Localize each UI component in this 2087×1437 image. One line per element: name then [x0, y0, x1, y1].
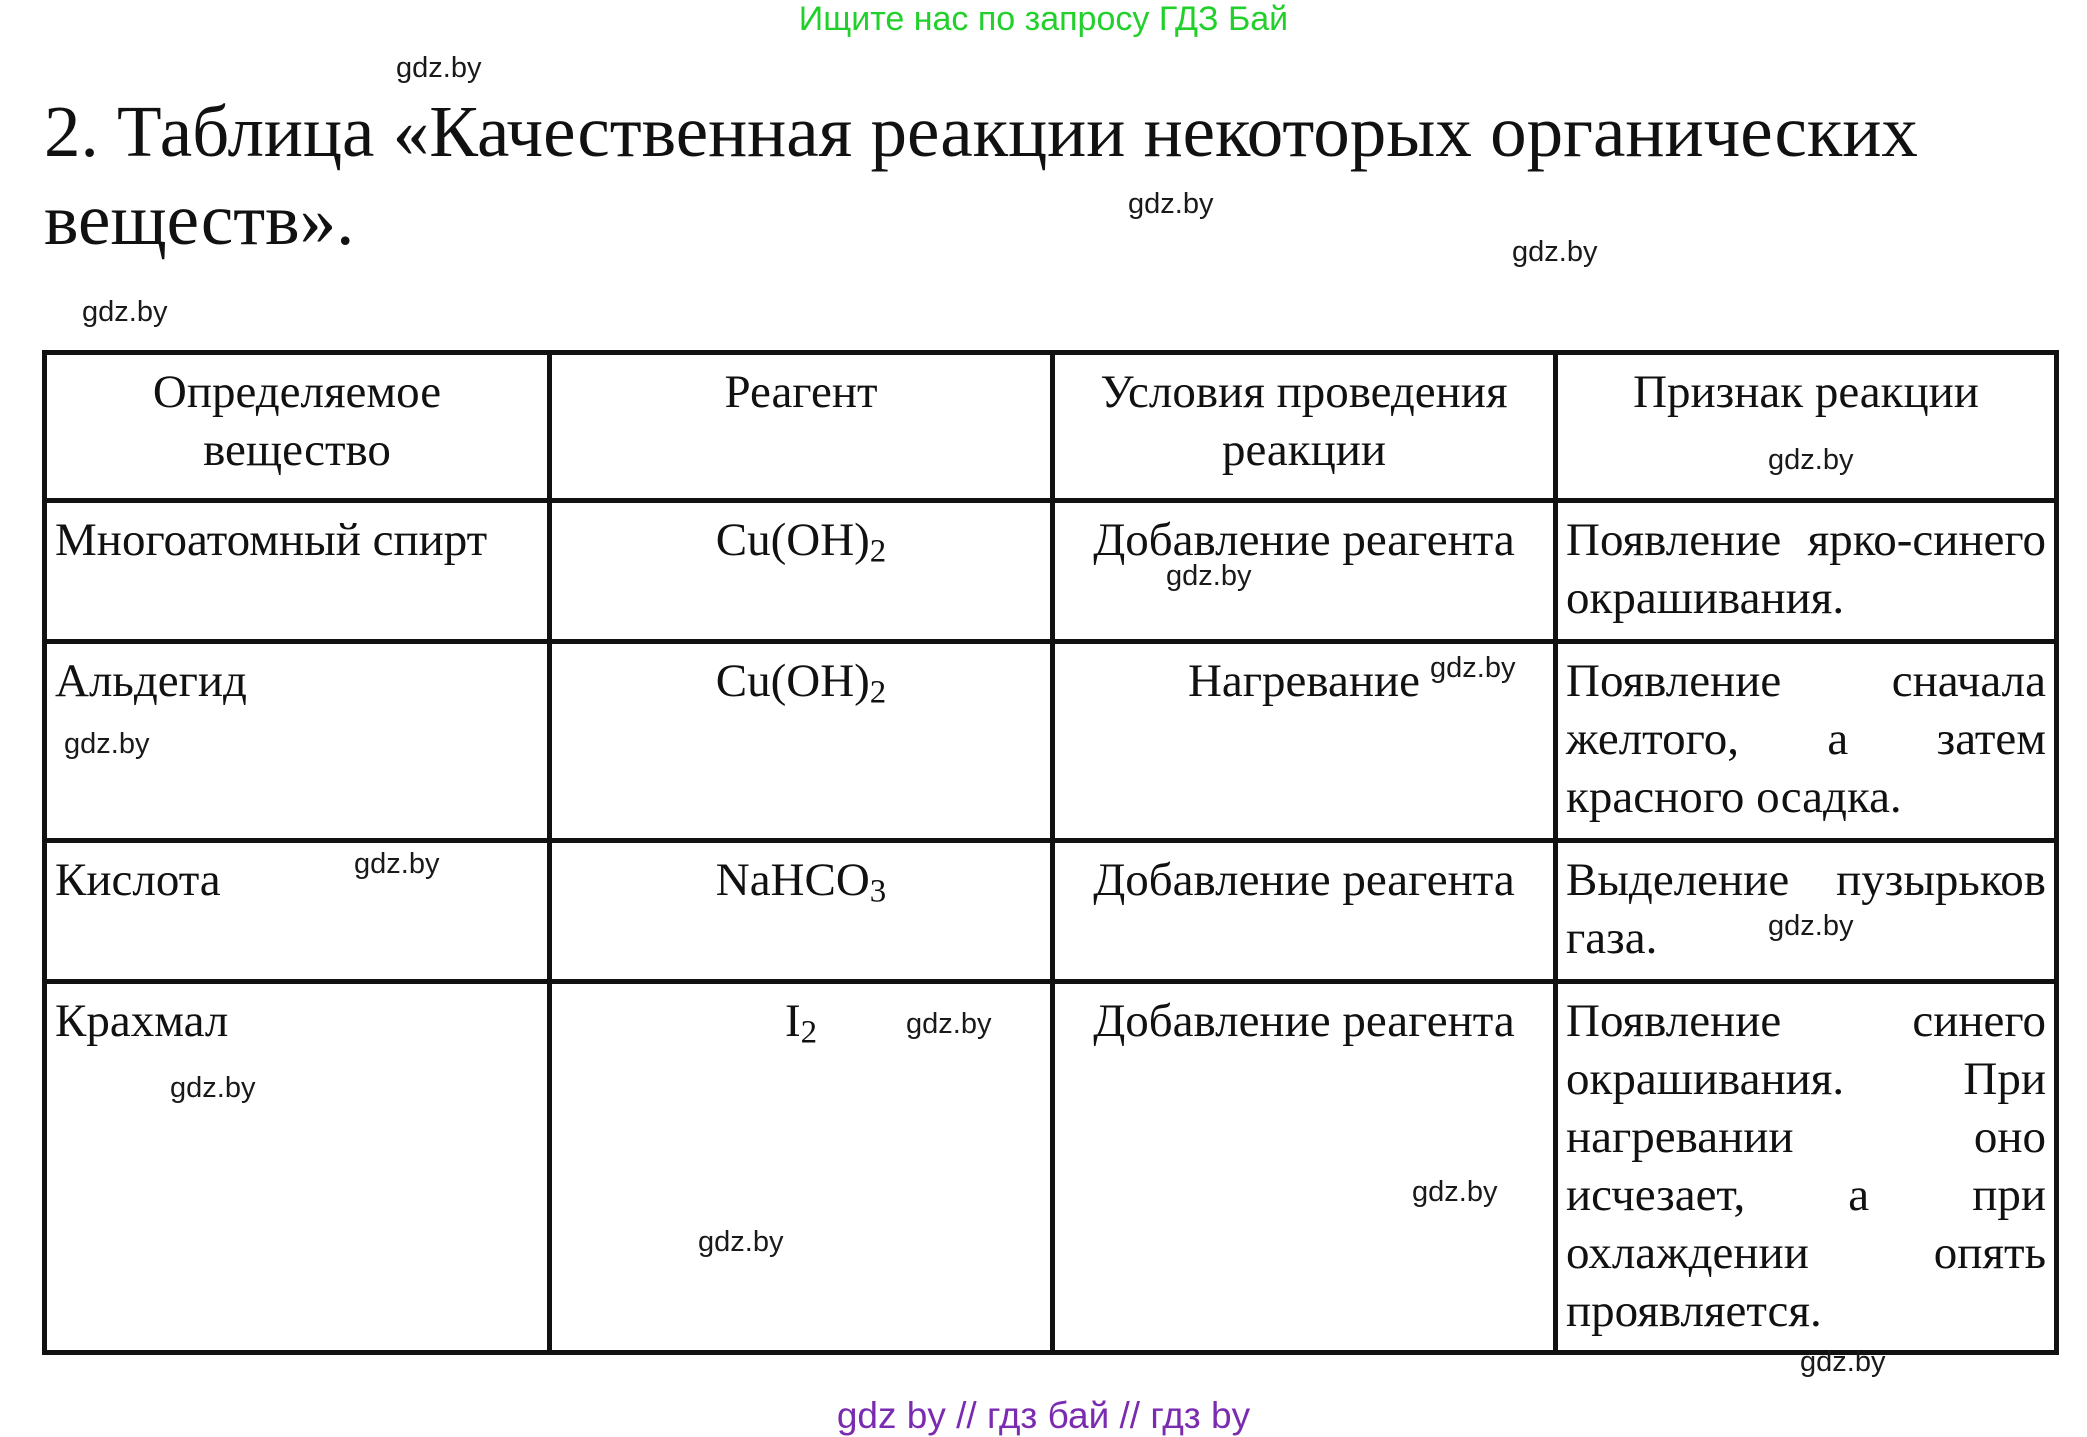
- watermark: gdz.by: [906, 1008, 992, 1040]
- watermark: gdz.by: [1430, 652, 1516, 684]
- reactions-table: [42, 350, 2059, 1355]
- reagent-subscript: 2: [800, 1014, 818, 1051]
- header-conditions: Условия проведения реакции: [1053, 353, 1556, 501]
- watermark: gdz.by: [1128, 188, 1214, 220]
- table-row: [45, 841, 2057, 982]
- table-row: [45, 982, 2057, 1353]
- table-row: [45, 501, 2057, 642]
- table-header-row: [45, 353, 2057, 501]
- watermark: gdz.by: [82, 296, 168, 328]
- conditions-cell: Добавление реагента: [1053, 841, 1556, 982]
- reagent-cell: [550, 642, 1053, 841]
- reagent-cell: [550, 501, 1053, 642]
- table-row: [45, 642, 2057, 841]
- watermark: gdz.by: [1412, 1176, 1498, 1208]
- watermark: gdz.by: [1768, 910, 1854, 942]
- reagent-formula: NaHCO: [715, 854, 870, 906]
- reagent-cell: [550, 841, 1053, 982]
- watermark: gdz.by: [1166, 560, 1252, 592]
- watermark: gdz.by: [1800, 1346, 1886, 1378]
- top-banner: Ищите нас по запросу ГДЗ Бай: [798, 0, 1289, 38]
- conditions-cell: Добавление реагента: [1053, 501, 1556, 642]
- substance-cell: Кислота: [45, 841, 550, 982]
- sign-cell: Появление ярко-синего окрашивания.: [1556, 501, 2057, 642]
- header-sign: Признак реакции: [1556, 353, 2057, 501]
- sign-cell: Появление сначала желтого, а затем красного осадка.: [1556, 642, 2057, 841]
- substance-cell: Крахмал: [45, 982, 550, 1353]
- conditions-cell: Нагревание: [1053, 642, 1556, 841]
- substance-cell: Многоатомный спирт: [45, 501, 550, 642]
- watermark: gdz.by: [354, 848, 440, 880]
- conditions-cell: Добавление реагента: [1053, 982, 1556, 1353]
- watermark: gdz.by: [396, 52, 482, 84]
- footer-watermark: gdz by // гдз бай // гдз by: [836, 1395, 1251, 1436]
- reagent-subscript: 2: [869, 674, 887, 711]
- reagent-formula: Cu(OH): [715, 514, 870, 566]
- watermark: gdz.by: [64, 728, 150, 760]
- watermark: gdz.by: [698, 1226, 784, 1258]
- header-substance: Определяемое вещество: [45, 353, 550, 501]
- watermark: gdz.by: [170, 1072, 256, 1104]
- watermark: gdz.by: [1512, 236, 1598, 268]
- reagent-subscript: 3: [869, 873, 887, 910]
- watermark: gdz.by: [1768, 444, 1854, 476]
- reagent-subscript: 2: [869, 533, 887, 570]
- page-title: 2. Таблица «Качественная реакции некоторых органических веществ».: [44, 91, 1918, 260]
- sign-cell: Появление синего окрашивания. При нагревании оно исчезает, а при охлаждении опять проявляется.: [1556, 982, 2057, 1353]
- header-reagent: Реагент: [550, 353, 1053, 501]
- reagent-formula: Cu(OH): [715, 655, 870, 707]
- substance-cell: Альдегид: [45, 642, 550, 841]
- sign-cell: Выделение пузырьков газа.: [1556, 841, 2057, 982]
- reagent-formula: I: [784, 995, 801, 1047]
